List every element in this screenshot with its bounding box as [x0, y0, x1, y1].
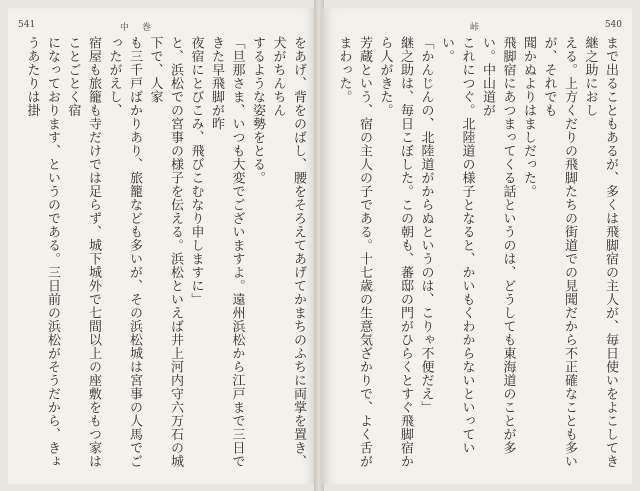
text-line: 聞かぬよりはましだった。: [521, 36, 536, 198]
text-line: 飛脚宿にあつまってくる話というのは、どうしても東海道のことが多い。中山道が: [480, 36, 516, 455]
text-line: える。上方くだりの飛脚たちの街道での見聞だから不正確なことも多いが、それでも: [541, 36, 577, 468]
text-line: 「かんじんの、北陸道がからぬというのは、こりゃ不便だえ」: [418, 36, 434, 414]
text-line: も三千戸ばかりあり、旅籠なども多いが、その浜松城は宮事の人馬でごったがえし、: [106, 36, 142, 468]
text-line: [332, 36, 333, 474]
text-line: 継之助は、毎日こぼした。この朝も、蕃邸の門がひらくとすぐ飛脚宿から人がきた。: [377, 36, 413, 468]
running-head-left: 中 巻: [120, 23, 154, 33]
page-number-right: 540: [604, 20, 622, 30]
text-line: 夜宿にとびこみ、飛びこむなり申しますに」: [188, 36, 204, 306]
right-page: [322, 8, 632, 484]
text-line: 芳蔵という、宿の主人の子である。十七歳の生意気ざかりで、よく舌がまわった。: [336, 36, 372, 468]
text-line: [20, 36, 21, 474]
running-head-right: 峠: [470, 23, 482, 33]
left-text-block: [20, 36, 308, 474]
right-text-block: [332, 36, 620, 474]
text-line: するような姿勢をとる。: [250, 36, 265, 185]
text-line: まで出ることもあるが、多くは飛脚宿の主人が、毎日使いをよこしてき継之助におし: [582, 36, 618, 468]
text-line: 宿屋も旅籠も寺だけでは足らず、城下城外で七間以上の座敷をもつ家はことごとく宿: [65, 36, 101, 468]
text-line: をあげ、背をのばし、腰をそろえてあげてかまちのふちに両掌を置き、犬がちんちん: [270, 36, 306, 468]
left-page: [8, 8, 316, 484]
text-line: になっております、というのである。三日前の浜松がそうだから、きょうあたりは掛: [24, 36, 60, 468]
page-number-left: 541: [18, 20, 36, 30]
text-line: と、浜松での宮事の様子を伝える。浜松といえば井上河内守六万石の城下で、人家: [147, 36, 183, 468]
text-line: 「旦那さま、いつも大変でございますよ。遠州浜松から江戸まで三日できた早飛脚が昨: [209, 36, 245, 468]
text-line: これにつぐ。北陸道の様子となると、かいもくわからないといっていい。: [439, 36, 475, 455]
